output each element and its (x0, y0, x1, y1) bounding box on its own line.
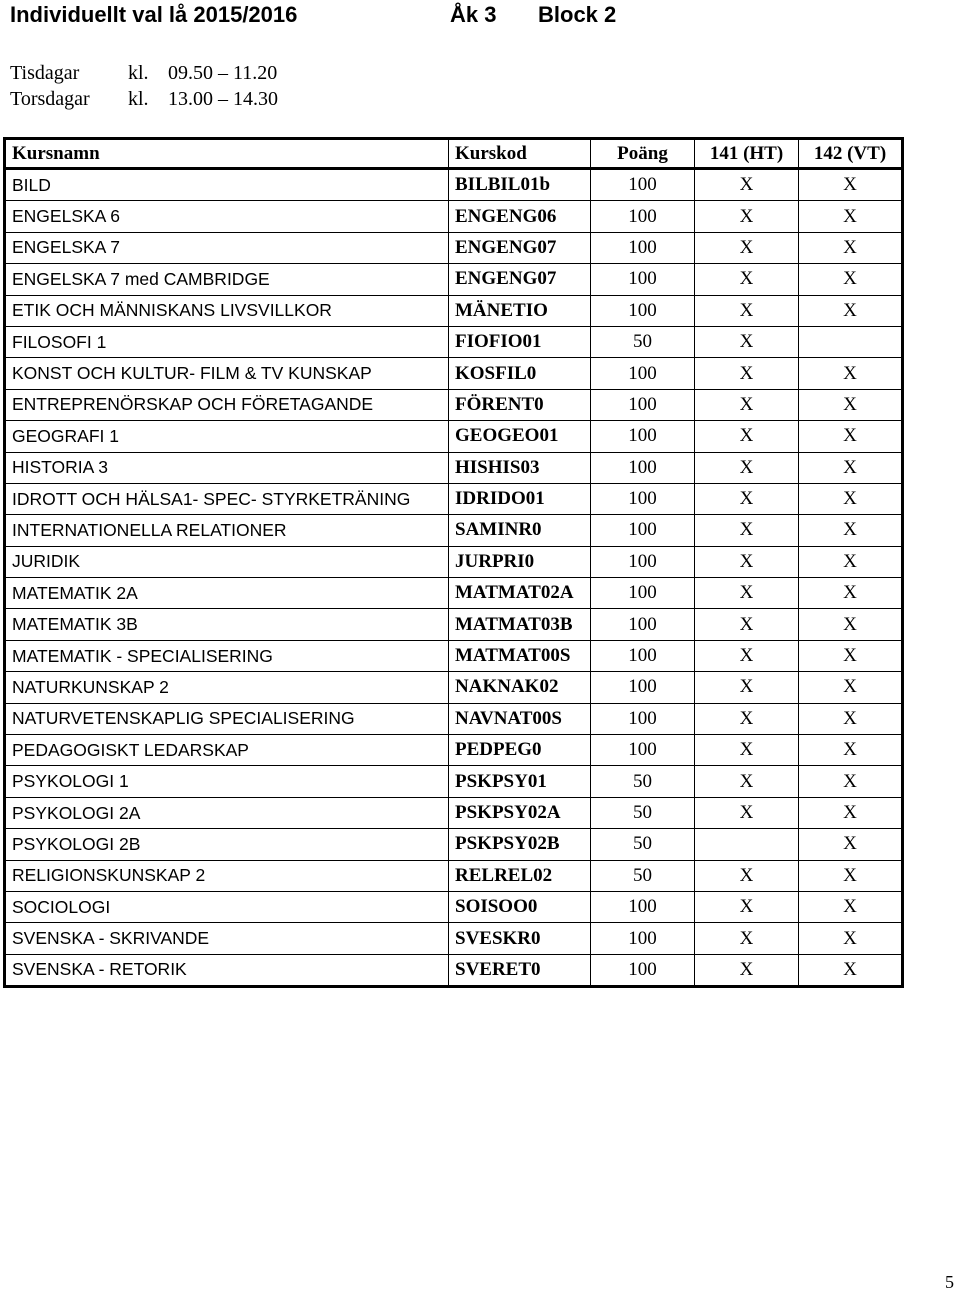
course-name: PSYKOLOGI 2A (5, 797, 449, 828)
course-name: INTERNATIONELLA RELATIONER (5, 515, 449, 546)
course-code: FÖRENT0 (449, 389, 591, 420)
course-code: SVESKR0 (449, 923, 591, 954)
course-name: PEDAGOGISKT LEDARSKAP (5, 735, 449, 766)
table-row (5, 766, 903, 797)
course-ht-mark: X (695, 954, 799, 986)
course-code: RELREL02 (449, 860, 591, 891)
course-vt-mark: X (799, 797, 903, 828)
course-ht-mark: X (695, 860, 799, 891)
course-vt-mark: X (799, 421, 903, 452)
course-vt-mark: X (799, 295, 903, 326)
course-ht-mark: X (695, 421, 799, 452)
course-points: 100 (591, 703, 695, 734)
course-name: NATURVETENSKAPLIG SPECIALISERING (5, 703, 449, 734)
course-code: JURPRI0 (449, 546, 591, 577)
table-row (5, 860, 903, 891)
course-table (3, 137, 904, 988)
course-name: SVENSKA - SKRIVANDE (5, 923, 449, 954)
document-title: Individuellt val lå 2015/2016 (10, 2, 298, 27)
course-code: IDRIDO01 (449, 483, 591, 514)
course-vt-mark: X (799, 703, 903, 734)
course-ht-mark (695, 829, 799, 860)
course-vt-mark: X (799, 452, 903, 483)
table-row (5, 578, 903, 609)
course-vt-mark: X (799, 672, 903, 703)
course-vt-mark: X (799, 609, 903, 640)
course-ht-mark: X (695, 389, 799, 420)
course-code: MÄNETIO (449, 295, 591, 326)
course-vt-mark (799, 326, 903, 357)
schedule-kl: kl. (128, 88, 149, 110)
course-name: MATEMATIK 3B (5, 609, 449, 640)
course-name: FILOSOFI 1 (5, 326, 449, 357)
course-points: 100 (591, 954, 695, 986)
column-header-ht: 141 (HT) (695, 139, 799, 169)
course-code: NAVNAT00S (449, 703, 591, 734)
course-vt-mark: X (799, 578, 903, 609)
table-row (5, 672, 903, 703)
course-points: 100 (591, 923, 695, 954)
course-points: 100 (591, 295, 695, 326)
course-points: 50 (591, 326, 695, 357)
table-row (5, 829, 903, 860)
course-vt-mark: X (799, 169, 903, 201)
course-ht-mark: X (695, 766, 799, 797)
course-name: ETIK OCH MÄNNISKANS LIVSVILLKOR (5, 295, 449, 326)
course-ht-mark: X (695, 703, 799, 734)
course-name: PSYKOLOGI 1 (5, 766, 449, 797)
course-code: PSKPSY02B (449, 829, 591, 860)
course-name: MATEMATIK 2A (5, 578, 449, 609)
course-vt-mark: X (799, 389, 903, 420)
course-name: RELIGIONSKUNSKAP 2 (5, 860, 449, 891)
course-points: 100 (591, 609, 695, 640)
course-ht-mark: X (695, 515, 799, 546)
course-points: 100 (591, 515, 695, 546)
schedule-day: Tisdagar (10, 62, 80, 84)
course-code: HISHIS03 (449, 452, 591, 483)
course-vt-mark: X (799, 860, 903, 891)
column-header-vt: 142 (VT) (799, 139, 903, 169)
column-header-kurskod: Kurskod (449, 139, 591, 169)
course-points: 50 (591, 766, 695, 797)
course-ht-mark: X (695, 891, 799, 922)
course-code: SAMINR0 (449, 515, 591, 546)
column-header-kursnamn: Kursnamn (5, 139, 449, 169)
course-ht-mark: X (695, 295, 799, 326)
course-ht-mark: X (695, 797, 799, 828)
course-name: KONST OCH KULTUR- FILM & TV KUNSKAP (5, 358, 449, 389)
course-points: 50 (591, 829, 695, 860)
course-code: MATMAT00S (449, 640, 591, 671)
table-row (5, 735, 903, 766)
course-name: ENGELSKA 7 med CAMBRIDGE (5, 264, 449, 295)
course-code: MATMAT03B (449, 609, 591, 640)
table-row (5, 358, 903, 389)
table-row (5, 295, 903, 326)
course-name: SOCIOLOGI (5, 891, 449, 922)
table-row (5, 232, 903, 263)
table-row (5, 954, 903, 986)
course-name: PSYKOLOGI 2B (5, 829, 449, 860)
page-number: 5 (945, 1272, 954, 1292)
course-name: IDROTT OCH HÄLSA1- SPEC- STYRKETRÄNING (5, 483, 449, 514)
course-code: KOSFIL0 (449, 358, 591, 389)
table-row (5, 703, 903, 734)
course-name: SVENSKA - RETORIK (5, 954, 449, 986)
course-vt-mark: X (799, 515, 903, 546)
course-vt-mark: X (799, 201, 903, 232)
table-row (5, 264, 903, 295)
table-row (5, 609, 903, 640)
schedule-day: Torsdagar (10, 88, 90, 110)
course-points: 100 (591, 452, 695, 483)
course-name: NATURKUNSKAP 2 (5, 672, 449, 703)
course-points: 100 (591, 232, 695, 263)
course-ht-mark: X (695, 232, 799, 263)
course-code: SVERET0 (449, 954, 591, 986)
course-code: GEOGEO01 (449, 421, 591, 452)
course-ht-mark: X (695, 169, 799, 201)
course-vt-mark: X (799, 640, 903, 671)
course-code: BILBIL01b (449, 169, 591, 201)
course-points: 100 (591, 421, 695, 452)
course-ht-mark: X (695, 483, 799, 514)
table-row (5, 389, 903, 420)
table-row (5, 421, 903, 452)
course-vt-mark: X (799, 891, 903, 922)
course-points: 100 (591, 891, 695, 922)
column-header-poang: Poäng (591, 139, 695, 169)
table-row (5, 452, 903, 483)
course-points: 100 (591, 672, 695, 703)
table-row (5, 546, 903, 577)
course-ht-mark: X (695, 672, 799, 703)
course-vt-mark: X (799, 483, 903, 514)
course-ht-mark: X (695, 452, 799, 483)
course-vt-mark: X (799, 766, 903, 797)
course-vt-mark: X (799, 829, 903, 860)
table-row (5, 640, 903, 671)
course-name: HISTORIA 3 (5, 452, 449, 483)
block-label: Block 2 (538, 2, 617, 27)
course-vt-mark: X (799, 232, 903, 263)
course-points: 100 (591, 169, 695, 201)
course-name: GEOGRAFI 1 (5, 421, 449, 452)
course-code: NAKNAK02 (449, 672, 591, 703)
course-ht-mark: X (695, 546, 799, 577)
course-points: 100 (591, 389, 695, 420)
table-row (5, 891, 903, 922)
table-row (5, 483, 903, 514)
course-name: ENGELSKA 6 (5, 201, 449, 232)
course-vt-mark: X (799, 264, 903, 295)
course-code: SOISOO0 (449, 891, 591, 922)
course-vt-mark: X (799, 358, 903, 389)
course-ht-mark: X (695, 735, 799, 766)
course-ht-mark: X (695, 201, 799, 232)
table-row (5, 923, 903, 954)
course-name: BILD (5, 169, 449, 201)
course-vt-mark: X (799, 954, 903, 986)
course-points: 100 (591, 546, 695, 577)
course-points: 100 (591, 358, 695, 389)
course-ht-mark: X (695, 609, 799, 640)
course-code: PSKPSY01 (449, 766, 591, 797)
course-ht-mark: X (695, 326, 799, 357)
course-code: ENGENG06 (449, 201, 591, 232)
course-points: 100 (591, 735, 695, 766)
table-row (5, 201, 903, 232)
course-name: ENGELSKA 7 (5, 232, 449, 263)
course-ht-mark: X (695, 358, 799, 389)
table-row (5, 515, 903, 546)
table-row (5, 326, 903, 357)
course-code: ENGENG07 (449, 264, 591, 295)
course-code: PSKPSY02A (449, 797, 591, 828)
course-points: 50 (591, 860, 695, 891)
course-points: 100 (591, 264, 695, 295)
course-ht-mark: X (695, 923, 799, 954)
course-name: JURIDIK (5, 546, 449, 577)
schedule-kl: kl. (128, 62, 149, 84)
course-code: PEDPEG0 (449, 735, 591, 766)
course-code: MATMAT02A (449, 578, 591, 609)
course-points: 50 (591, 797, 695, 828)
schedule-time: 09.50 – 11.20 (168, 62, 278, 84)
course-points: 100 (591, 483, 695, 514)
course-points: 100 (591, 640, 695, 671)
course-vt-mark: X (799, 735, 903, 766)
course-name: ENTREPRENÖRSKAP OCH FÖRETAGANDE (5, 389, 449, 420)
course-code: ENGENG07 (449, 232, 591, 263)
year-label: Åk 3 (450, 2, 497, 27)
table-header-row (5, 139, 903, 169)
course-ht-mark: X (695, 264, 799, 295)
course-vt-mark: X (799, 923, 903, 954)
schedule-time: 13.00 – 14.30 (168, 88, 278, 110)
course-points: 100 (591, 201, 695, 232)
table-row (5, 797, 903, 828)
course-ht-mark: X (695, 578, 799, 609)
table-row (5, 169, 903, 201)
course-points: 100 (591, 578, 695, 609)
course-ht-mark: X (695, 640, 799, 671)
course-code: FIOFIO01 (449, 326, 591, 357)
course-name: MATEMATIK - SPECIALISERING (5, 640, 449, 671)
course-vt-mark: X (799, 546, 903, 577)
